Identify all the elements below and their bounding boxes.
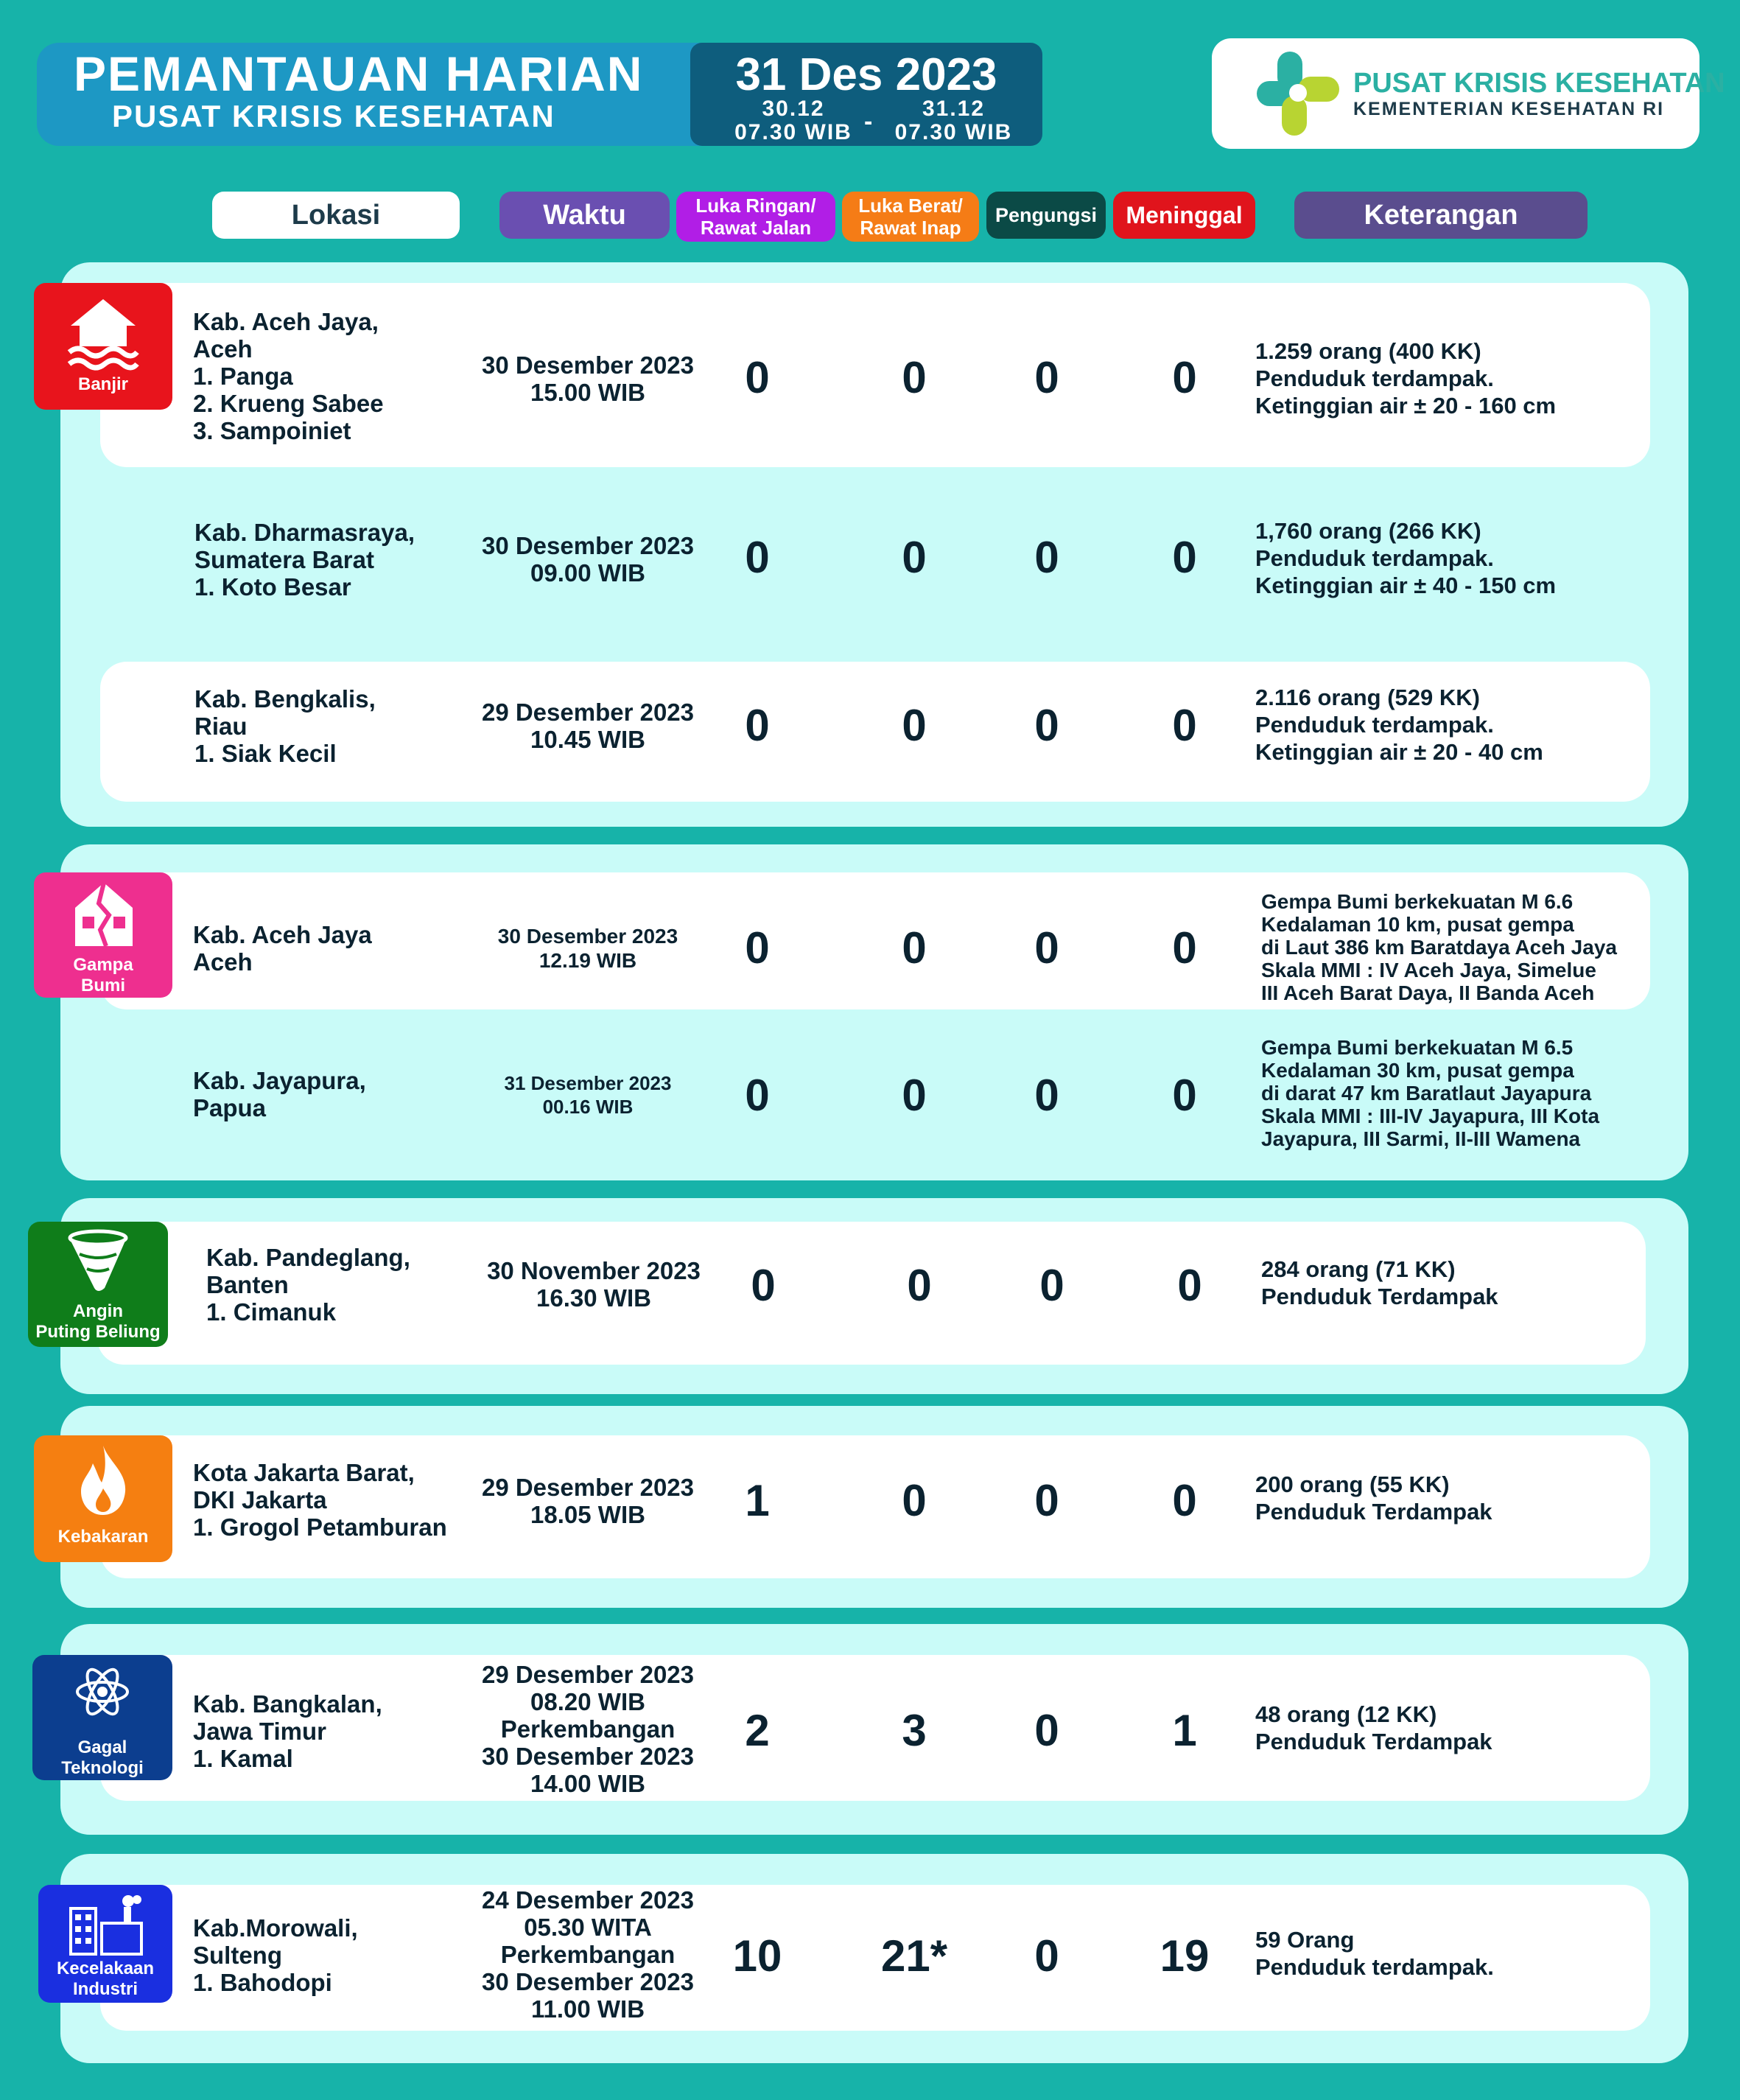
value-luka-berat: 3 [902,1706,927,1755]
row-time [463,1474,713,1528]
row-time [463,1071,713,1119]
ket-line: 284 orang (71 KK) [1261,1256,1456,1282]
time-line: 10.45 WIB [530,726,645,753]
badge-gempa-label-l2: Bumi [81,976,125,995]
loc-line: 1. Grogol Petamburan [193,1513,447,1541]
ket-line: Ketinggian air ± 20 - 40 cm [1255,739,1543,765]
value-luka-ringan: 10 [732,1931,782,1981]
value-luka-berat: 0 [902,533,927,582]
loc-line: Kab. Dharmasraya, [194,519,415,546]
value-pengungsi: 0 [1034,1476,1059,1525]
time-line: 30 Desember 2023 [481,1743,695,1770]
ket-line: 2.116 orang (529 KK) [1255,685,1480,710]
loc-line: 2. Krueng Sabee [193,390,384,417]
value-meninggal: 19 [1160,1931,1210,1981]
time-line: 09.00 WIB [530,559,645,587]
ket-line: 48 orang (12 KK) [1255,1701,1437,1727]
period-start-date: 30.12 [762,97,825,121]
badge-kecelakaan-label [38,1959,172,2000]
value-meninggal: 0 [1172,353,1197,402]
col-luka-ringan-l1: Luka Ringan/ [695,195,816,217]
row-time [463,1661,713,1797]
logo-name: PUSAT KRISIS KESEHATAN [1353,68,1725,99]
col-waktu: Waktu [499,192,670,239]
flood-house-icon [63,292,143,371]
value-luka-berat: 0 [902,1476,927,1525]
loc-line: 1. Panga [193,363,293,390]
period-start [727,97,860,144]
badge-gagal-label [32,1737,172,1779]
ket-line: III Aceh Barat Daya, II Banda Aceh [1261,981,1595,1004]
badge-angin-label-l2: Puting Beliung [35,1322,161,1342]
value-pengungsi: 0 [1034,533,1059,582]
time-line: 31 Desember 2023 [504,1072,672,1094]
value-luka-berat: 0 [902,701,927,750]
value-pengungsi: 0 [1034,701,1059,750]
value-pengungsi: 0 [1034,353,1059,402]
row-time [463,1886,713,2023]
value-luka-berat: 0 [902,353,927,402]
time-line: 30 Desember 2023 [497,925,678,948]
row-time [463,351,713,406]
value-meninggal: 0 [1172,533,1197,582]
ket-line: Penduduk terdampak. [1255,545,1494,571]
loc-line: Sulteng [193,1942,282,1969]
time-line: 29 Desember 2023 [481,1474,695,1501]
col-meninggal: Meninggal [1113,192,1255,239]
col-keterangan: Keterangan [1294,192,1588,239]
row-location [193,1067,366,1121]
col-luka-ringan [676,192,835,242]
value-luka-berat: 0 [907,1261,932,1310]
row-time [463,699,713,753]
badge-gagal-label-l1: Gagal [77,1737,127,1757]
health-cross-logo-icon [1252,47,1344,139]
badge-kecelakaan-label-l2: Industri [73,1979,138,1999]
loc-line: Aceh [193,948,253,976]
loc-line: Kab. Bangkalan, [193,1690,382,1718]
value-luka-berat: 0 [902,1071,927,1120]
row-location [206,1244,410,1326]
loc-line: Kab. Jayapura, [193,1067,366,1094]
row-time [469,1257,719,1312]
loc-line: Kab.Morowali, [193,1914,358,1942]
row-keterangan [1255,684,1543,766]
row-keterangan [1261,1036,1599,1150]
col-luka-ringan-l2: Rawat Jalan [700,217,812,239]
value-luka-ringan: 0 [745,353,770,402]
row-location [194,519,415,601]
ket-line: 59 Orang [1255,1927,1355,1953]
time-line: 29 Desember 2023 [481,699,695,726]
value-meninggal: 0 [1172,701,1197,750]
loc-line: 1. Siak Kecil [194,740,337,767]
row-keterangan [1255,1926,1494,1981]
loc-line: 1. Kamal [193,1745,293,1772]
value-luka-ringan: 0 [745,1071,770,1120]
value-luka-ringan: 0 [745,701,770,750]
value-luka-ringan: 2 [745,1706,770,1755]
badge-gagal-label-l2: Teknologi [61,1758,144,1778]
cracked-house-icon [71,878,137,949]
ket-line: di darat 47 km Baratlaut Jayapura [1261,1082,1592,1105]
page-title: PEMANTAUAN HARIAN [74,46,644,101]
date-panel [690,43,1042,146]
value-meninggal: 0 [1172,1476,1197,1525]
loc-line: Papua [193,1094,267,1121]
period-end [885,97,1022,144]
badge-kebakaran [34,1435,172,1562]
loc-line: 1. Bahodopi [193,1969,332,1996]
badge-kecelakaan-label-l1: Kecelakaan [56,1959,155,1978]
logo [1212,38,1725,149]
badge-gagal-teknologi [32,1655,172,1780]
time-line: 16.30 WIB [536,1284,651,1312]
row-location [193,1914,358,1996]
time-line: 30 November 2023 [487,1257,701,1284]
ket-line: Penduduk terdampak. [1255,712,1494,738]
row-keterangan [1255,1701,1492,1755]
loc-line: Kab. Bengkalis, [194,685,376,713]
value-pengungsi: 0 [1034,1706,1059,1755]
row-keterangan [1255,337,1556,419]
loc-line: Riau [194,713,248,740]
row-location [193,1459,447,1541]
value-pengungsi: 0 [1034,1071,1059,1120]
report-date: 31 Des 2023 [735,49,997,100]
period-start-time: 07.30 WIB [734,120,852,144]
row-time [463,924,713,973]
time-line: 30 Desember 2023 [481,351,695,379]
time-line: 24 Desember 2023 [481,1886,695,1914]
time-line: 08.20 WIB [530,1688,645,1715]
row-time [463,532,713,587]
col-luka-berat-l1: Luka Berat/ [858,195,963,217]
loc-line: 1. Cimanuk [206,1298,337,1326]
value-luka-ringan: 1 [745,1476,770,1525]
loc-line: Banten [206,1271,289,1298]
ket-line: Gempa Bumi berkekuatan M 6.6 [1261,890,1574,913]
value-luka-berat: 21* [880,1931,948,1981]
badge-gempa-label-l1: Gampa [73,955,133,975]
time-line: 05.30 WITA [524,1914,652,1941]
ket-line: di Laut 386 km Baratdaya Aceh Jaya [1261,936,1617,959]
fire-icon [77,1443,130,1516]
period-end-date: 31.12 [922,97,986,121]
ket-line: Penduduk Terdampak [1261,1284,1498,1309]
loc-line: 3. Sampoiniet [193,417,351,444]
row-location [193,921,372,976]
ket-line: 1.259 orang (400 KK) [1255,338,1481,364]
ket-line: Skala MMI : IV Aceh Jaya, Simelue [1261,959,1596,981]
loc-line: Aceh [193,335,253,363]
ket-line: Penduduk Terdampak [1255,1729,1492,1754]
loc-line: Kab. Aceh Jaya, [193,308,379,335]
value-meninggal: 0 [1172,923,1197,973]
badge-banjir [34,283,172,410]
badge-kebakaran-label: Kebakaran [57,1527,149,1547]
page-subtitle: PUSAT KRISIS KESEHATAN [112,99,555,133]
value-luka-ringan: 0 [745,923,770,973]
ket-line: Penduduk terdampak. [1255,1954,1494,1980]
time-line: 15.00 WIB [530,379,645,406]
ket-line: Ketinggian air ± 40 - 150 cm [1255,573,1557,598]
badge-angin-puting-beliung [28,1222,168,1347]
ket-line: Gempa Bumi berkekuatan M 6.5 [1261,1036,1574,1059]
value-meninggal: 0 [1177,1261,1202,1310]
tornado-icon [66,1229,130,1297]
col-luka-berat [842,192,979,242]
row-location [193,1690,382,1772]
period-separator: - [864,108,873,136]
ket-line: 200 orang (55 KK) [1255,1471,1450,1497]
period-end-time: 07.30 WIB [894,120,1013,144]
loc-line: 1. Koto Besar [194,573,351,601]
loc-line: Sumatera Barat [194,546,374,573]
row-location [194,685,376,767]
badge-angin-label-l1: Angin [73,1301,123,1321]
value-pengungsi: 0 [1034,923,1059,973]
time-line: 00.16 WIB [542,1096,634,1118]
ket-line: Penduduk Terdampak [1255,1499,1492,1525]
row-keterangan [1261,1256,1498,1310]
ket-line: Penduduk terdampak. [1255,365,1494,391]
time-line: 14.00 WIB [530,1770,645,1797]
badge-gempa-bumi [34,872,172,998]
ket-line: Jayapura, III Sarmi, II-III Wamena [1261,1127,1581,1150]
value-pengungsi: 0 [1034,1931,1059,1981]
factory-icon [68,1894,144,1956]
col-pengungsi: Pengungsi [986,192,1106,239]
loc-line: DKI Jakarta [193,1486,327,1513]
loc-line: Kab. Pandeglang, [206,1244,410,1271]
badge-kecelakaan-industri [38,1885,172,2003]
row-keterangan [1255,1471,1492,1525]
badge-angin-label [28,1301,168,1343]
time-line: 30 Desember 2023 [481,532,695,559]
time-line: Perkembangan [500,1941,676,1968]
atom-icon [73,1662,132,1721]
row-keterangan [1261,890,1617,1004]
value-meninggal: 0 [1172,1071,1197,1120]
ket-line: Kedalaman 30 km, pusat gempa [1261,1059,1574,1082]
badge-gempa-label [34,955,172,996]
loc-line: Kota Jakarta Barat, [193,1459,415,1486]
value-luka-ringan: 0 [751,1261,776,1310]
logo-org: KEMENTERIAN KESEHATAN RI [1353,99,1665,119]
loc-line: Jawa Timur [193,1718,326,1745]
ket-line: 1,760 orang (266 KK) [1255,518,1481,544]
time-line: 18.05 WIB [530,1501,645,1528]
time-line: 12.19 WIB [539,949,637,972]
value-luka-berat: 0 [902,923,927,973]
row-location [193,308,384,444]
col-lokasi: Lokasi [212,192,460,239]
value-pengungsi: 0 [1039,1261,1064,1310]
value-meninggal: 1 [1172,1706,1197,1755]
badge-banjir-label: Banjir [77,374,128,394]
loc-line: Kab. Aceh Jaya [193,921,372,948]
ket-line: Ketinggian air ± 20 - 160 cm [1255,393,1557,419]
time-line: 29 Desember 2023 [481,1661,695,1688]
ket-line: Kedalaman 10 km, pusat gempa [1261,913,1574,936]
row-keterangan [1255,517,1556,599]
ket-line: Skala MMI : III-IV Jayapura, III Kota [1261,1105,1600,1127]
col-luka-berat-l2: Rawat Inap [860,217,961,239]
time-line: Perkembangan [500,1715,676,1743]
value-luka-ringan: 0 [745,533,770,582]
time-line: 30 Desember 2023 [481,1968,695,1995]
time-line: 11.00 WIB [530,1995,645,2023]
